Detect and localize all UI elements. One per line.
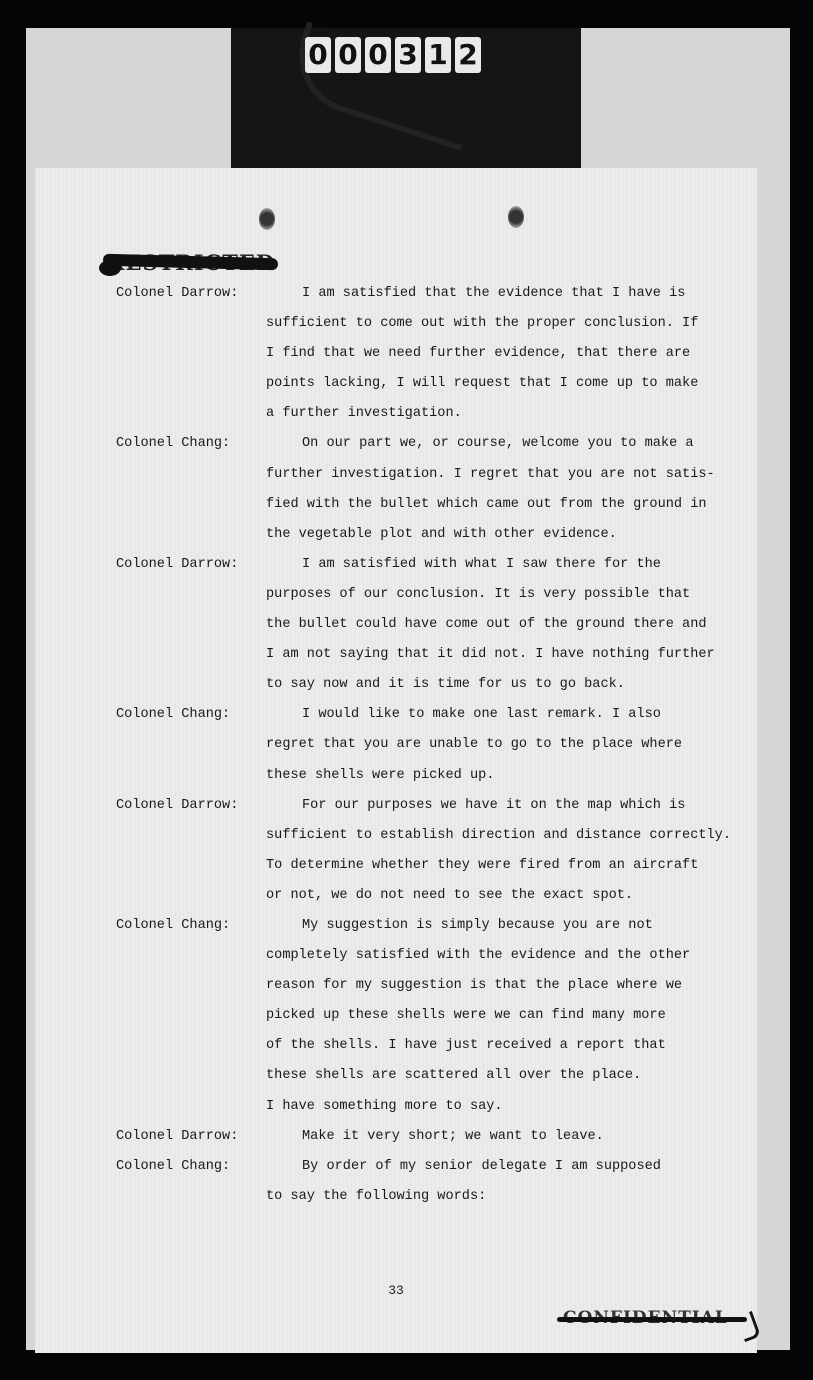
speech-text [266, 279, 726, 429]
speech-line: By order of my senior delegate I am supposed [302, 1158, 661, 1174]
transcript-entry [116, 1152, 726, 1212]
page-number: 33 [388, 1283, 404, 1298]
speech-line: I am not saying that it did not. I have nothing further [266, 647, 715, 663]
counter-digit: 3 [395, 37, 421, 73]
speech-line: picked up these shells were we can find many more [266, 1008, 666, 1024]
transcript [116, 279, 731, 1212]
speech-line: I am satisfied with what I saw there for the [302, 556, 661, 572]
speaker-name: Colonel Darrow: [116, 556, 239, 572]
punch-hole-right [508, 206, 524, 228]
speaker-name: Colonel Chang: [116, 917, 231, 933]
counter-digit: 1 [425, 37, 451, 73]
speaker-name: Colonel Chang: [116, 707, 231, 723]
transcript-entry [116, 1122, 726, 1152]
speech-line: On our part we, or course, welcome you to make a [302, 436, 694, 452]
speech-line: To determine whether they were fired from an aircraft [266, 857, 699, 873]
speaker-name: Colonel Darrow: [116, 797, 239, 813]
speaker-name: Colonel Chang: [116, 1158, 231, 1174]
speech-text [266, 791, 731, 911]
document-page [35, 168, 757, 1353]
speech-text [266, 911, 726, 1122]
speech-line: I find that we need further evidence, that there are [266, 346, 691, 362]
speech-line: I have something more to say. [266, 1098, 503, 1114]
speech-line: purposes of our conclusion. It is very possible that [266, 586, 691, 602]
speech-line: or not, we do not need to see the exact spot. [266, 887, 634, 903]
speech-line: sufficient to establish direction and distance correctly. [266, 827, 731, 843]
speech-line: to say now and it is time for us to go back. [266, 677, 625, 693]
speech-text [266, 700, 726, 790]
speech-line: regret that you are unable to go to the place where [266, 737, 683, 753]
counter-window [293, 32, 493, 78]
transcript-entry [116, 791, 731, 911]
speaker-name: Colonel Darrow: [116, 1128, 239, 1144]
speech-line: sufficient to come out with the proper conclusion. If [266, 316, 699, 332]
speech-line: further investigation. I regret that you are not satis- [266, 466, 715, 482]
speech-text [266, 429, 726, 549]
speech-line: the vegetable plot and with other evidence. [266, 526, 617, 542]
speech-line: completely satisfied with the evidence and the other [266, 948, 691, 964]
speaker-name: Colonel Darrow: [116, 286, 239, 301]
speech-line: Make it very short; we want to leave. [302, 1128, 604, 1144]
speech-line: reason for my suggestion is that the place where we [266, 978, 683, 994]
speech-line: fied with the bullet which came out from the ground in [266, 496, 707, 512]
speech-line: For our purposes we have it on the map which is [302, 797, 686, 813]
transcript-entry [116, 700, 726, 790]
counter-digit: 0 [365, 37, 391, 73]
transcript-entry [116, 550, 726, 700]
speech-line: to say the following words: [266, 1188, 487, 1204]
speech-text [266, 1152, 726, 1212]
transcript-entry [116, 911, 726, 1122]
speech-line: I would like to make one last remark. I also [302, 707, 661, 723]
counter-digit: 0 [305, 37, 331, 73]
transcript-entry [116, 429, 726, 549]
speech-line: My suggestion is simply because you are not [302, 917, 653, 933]
stamp-strikethrough-bottom [557, 1317, 747, 1322]
speech-text [266, 1122, 726, 1152]
speech-line: points lacking, I will request that I come up to make [266, 376, 699, 392]
counter-digit: 2 [455, 37, 481, 73]
speech-line: the bullet could have come out of the ground there and [266, 617, 707, 633]
speaker-name: Colonel Chang: [116, 436, 231, 452]
speech-line: of the shells. I have just received a report that [266, 1038, 666, 1054]
counter-digit: 0 [335, 37, 361, 73]
speech-line: a further investigation. [266, 406, 462, 422]
speech-line: I am satisfied that the evidence that I have is [302, 286, 686, 301]
speech-line: these shells are scattered all over the place. [266, 1068, 642, 1084]
transcript-entry [116, 279, 726, 429]
ink-blot [99, 260, 121, 276]
punch-hole-left [259, 208, 275, 230]
speech-text [266, 550, 726, 700]
speech-line: these shells were picked up. [266, 767, 495, 783]
